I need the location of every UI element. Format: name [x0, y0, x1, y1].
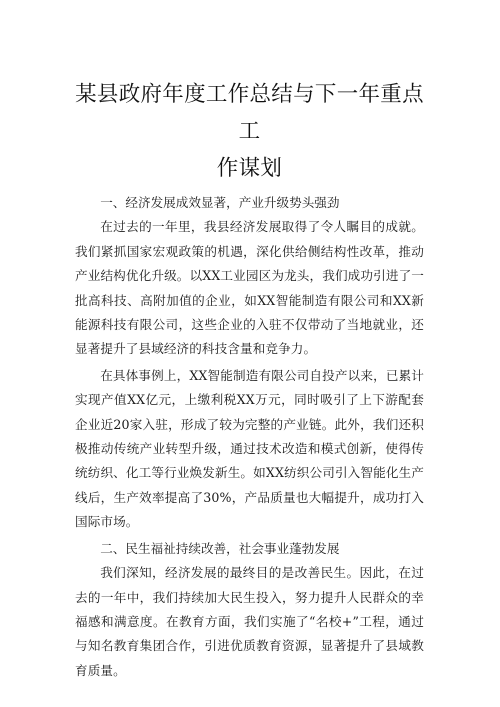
document-title	[75, 76, 424, 187]
title-line-2: 作谋划	[216, 156, 283, 181]
title-line-1: 某县政府年度工作总结与下一年重点工	[75, 82, 424, 144]
section-2-heading: 二、民生福祉持续改善，社会事业蓬勃发展	[100, 540, 340, 556]
section-1-paragraph-2: 在具体事例上，XX智能制造有限公司自投产以来，已累计实现产值XX亿元，上缴利税XX万元，同时吸引了上下游配套企业近20家入驻，形成了较为完整的产业链。此外，我们还积极推动传统产业转型升级，通过技术改造和模式创新，使得传统纺织、化工等行业焕发新生。如XX纺织公司引入智能化生产线后，生产效率提高了30%，产品质量也大幅提升，成功打入国际市场。	[75, 367, 424, 530]
section-2-paragraph-1: 我们深知，经济发展的最终目的是改善民生。因此，在过去的一年中，我们持续加大民生投入，努力提升人民群众的幸福感和满意度。在教育方面，我们实施了“名校+”工程，通过与知名教育集团合作，引进优质教育资源，显著提升了县域教育质量。	[75, 565, 424, 678]
section-1-paragraph-1: 在过去的一年里，我县经济发展取得了令人瞩目的成就。我们紧抓国家宏观政策的机遇，深化供给侧结构性改革，推动产业结构优化升级。以XX工业园区为龙头，我们成功引进了一批高科技、高附加值的企业，如XX智能制造有限公司和XX新能源科技有限公司，这些企业的入驻不仅带动了当地就业，还显著提升了县域经济的科技含量和竞争力。	[75, 219, 424, 357]
section-1-heading: 一、经济发展成效显著，产业升级势头强劲	[100, 195, 340, 210]
